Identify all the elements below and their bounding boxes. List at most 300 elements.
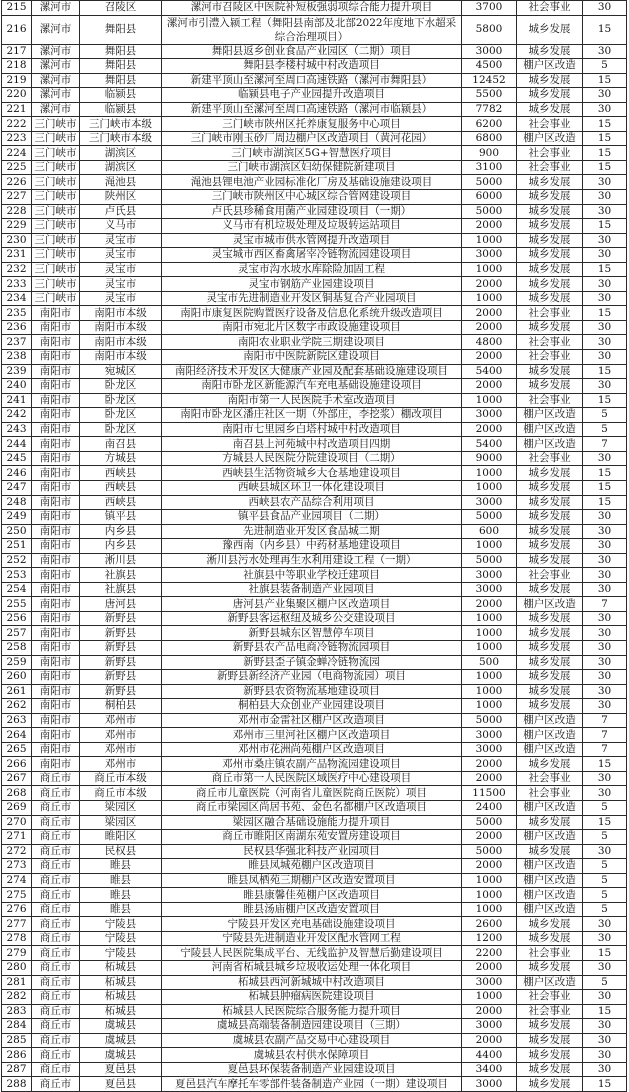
county-cell: 卧龙区 — [80, 393, 162, 408]
city-cell: 南阳市 — [32, 524, 80, 539]
years-cell: 30 — [583, 611, 627, 626]
city-cell: 南阳市 — [32, 480, 80, 495]
city-cell: 商丘市 — [32, 1077, 80, 1092]
category-cell: 城乡发展 — [517, 917, 583, 932]
county-cell: 柘城县 — [80, 1004, 162, 1019]
row-number: 236 — [2, 320, 32, 335]
table-row — [2, 160, 627, 175]
table-row — [2, 233, 627, 248]
project-name-cell: 渑池县锂电池产业园标准化厂房及基础设施建设项目 — [162, 175, 462, 190]
row-number: 246 — [2, 466, 32, 481]
county-cell: 柘城县 — [80, 975, 162, 990]
row-number: 251 — [2, 539, 32, 554]
category-cell: 城乡发展 — [517, 277, 583, 292]
table-row — [2, 480, 627, 495]
table-row — [2, 364, 627, 379]
row-number: 278 — [2, 931, 32, 946]
amount-cell: 1200 — [462, 931, 517, 946]
row-number: 220 — [2, 88, 32, 103]
row-number: 260 — [2, 670, 32, 685]
row-number: 282 — [2, 990, 32, 1005]
category-cell: 城乡发展 — [517, 1033, 583, 1048]
years-cell: 30 — [583, 539, 627, 554]
table-row — [2, 742, 627, 757]
county-cell: 临颍县 — [80, 88, 162, 103]
city-cell: 南阳市 — [32, 335, 80, 350]
table-row — [2, 800, 627, 815]
years-cell: 30 — [583, 771, 627, 786]
years-cell: 15 — [583, 946, 627, 961]
row-number: 287 — [2, 1062, 32, 1077]
years-cell: 5 — [583, 408, 627, 423]
table-row — [2, 1048, 627, 1063]
category-cell: 城乡发展 — [517, 204, 583, 219]
amount-cell: 1000 — [462, 902, 517, 917]
row-number: 223 — [2, 131, 32, 146]
amount-cell: 600 — [462, 524, 517, 539]
city-cell: 三门峡市 — [32, 131, 80, 146]
category-cell: 社会事业 — [517, 306, 583, 321]
category-cell: 城乡发展 — [517, 88, 583, 103]
years-cell: 30 — [583, 510, 627, 525]
years-cell: 30 — [583, 844, 627, 859]
project-name-cell: 宁陵县人民医院集成平台、无线监护及智慧后勤建设项目 — [162, 946, 462, 961]
table-row — [2, 1, 627, 16]
amount-cell: 3000 — [462, 975, 517, 990]
amount-cell: 5000 — [462, 844, 517, 859]
amount-cell: 5000 — [462, 815, 517, 830]
amount-cell: 3100 — [462, 160, 517, 175]
amount-cell: 2000 — [462, 961, 517, 976]
table-row — [2, 553, 627, 568]
table-row — [2, 931, 627, 946]
county-cell: 湖滨区 — [80, 146, 162, 161]
county-cell: 舞阳县 — [80, 73, 162, 88]
years-cell: 30 — [583, 655, 627, 670]
table-row — [2, 524, 627, 539]
years-cell: 30 — [583, 277, 627, 292]
project-name-cell: 漯河市引澧入颍工程（舞阳县南部及北部2022年度地下水超采综合治理项目） — [162, 15, 462, 44]
table-row — [2, 815, 627, 830]
category-cell: 城乡发展 — [517, 73, 583, 88]
project-name-cell: 西峡县农产品综合利用项目 — [162, 495, 462, 510]
row-number: 262 — [2, 699, 32, 714]
city-cell: 商丘市 — [32, 786, 80, 801]
city-cell: 南阳市 — [32, 320, 80, 335]
project-name-cell: 虞城县农副产品交易中心建设项目 — [162, 1033, 462, 1048]
city-cell: 商丘市 — [32, 975, 80, 990]
category-cell: 城乡发展 — [517, 699, 583, 714]
city-cell: 商丘市 — [32, 917, 80, 932]
category-cell: 棚户区改造 — [517, 859, 583, 874]
row-number: 250 — [2, 524, 32, 539]
table-row — [2, 1019, 627, 1034]
county-cell: 睢县 — [80, 888, 162, 903]
category-cell: 社会事业 — [517, 393, 583, 408]
project-name-cell: 灵宝市钢筋产业园建设项目 — [162, 277, 462, 292]
table-row — [2, 611, 627, 626]
project-name-cell: 新野县客运枢纽及城乡公交建设项目 — [162, 611, 462, 626]
category-cell: 社会事业 — [517, 335, 583, 350]
row-number: 247 — [2, 480, 32, 495]
amount-cell: 1000 — [462, 480, 517, 495]
project-name-cell: 柘城县西河新城城中村改造项目 — [162, 975, 462, 990]
project-name-cell: 商丘市睢阳区南湖东苑安置房建设项目 — [162, 830, 462, 845]
category-cell: 棚户区改造 — [517, 59, 583, 74]
category-cell: 棚户区改造 — [517, 888, 583, 903]
category-cell: 城乡发展 — [517, 815, 583, 830]
city-cell: 南阳市 — [32, 510, 80, 525]
county-cell: 社旗县 — [80, 568, 162, 583]
amount-cell: 1000 — [462, 539, 517, 554]
years-cell: 30 — [583, 1033, 627, 1048]
amount-cell: 1000 — [462, 291, 517, 306]
county-cell: 商丘市本级 — [80, 786, 162, 801]
county-cell: 舞阳县 — [80, 59, 162, 74]
county-cell: 三门峡市本级 — [80, 131, 162, 146]
county-cell: 邓州市 — [80, 728, 162, 743]
project-name-cell: 新建平顶山至漯河至周口高速铁路（漯河市临颍县） — [162, 102, 462, 117]
county-cell: 渑池县 — [80, 175, 162, 190]
county-cell: 唐河县 — [80, 597, 162, 612]
years-cell: 5 — [583, 888, 627, 903]
amount-cell: 12452 — [462, 73, 517, 88]
category-cell: 城乡发展 — [517, 379, 583, 394]
county-cell: 西峡县 — [80, 480, 162, 495]
county-cell: 灵宝市 — [80, 233, 162, 248]
table-row — [2, 640, 627, 655]
city-cell: 商丘市 — [32, 1048, 80, 1063]
category-cell: 城乡发展 — [517, 102, 583, 117]
county-cell: 卢氏县 — [80, 204, 162, 219]
row-number: 241 — [2, 393, 32, 408]
amount-cell: 1000 — [462, 670, 517, 685]
years-cell: 7 — [583, 597, 627, 612]
table-row — [2, 204, 627, 219]
category-cell: 城乡发展 — [517, 44, 583, 59]
category-cell: 社会事业 — [517, 771, 583, 786]
project-name-cell: 民权县华强北科技产业园项目 — [162, 844, 462, 859]
years-cell: 15 — [583, 1077, 627, 1092]
category-cell: 城乡发展 — [517, 1062, 583, 1077]
table-row — [2, 44, 627, 59]
category-cell: 社会事业 — [517, 1004, 583, 1019]
table-row — [2, 597, 627, 612]
years-cell: 7 — [583, 713, 627, 728]
amount-cell: 4500 — [462, 59, 517, 74]
category-cell: 社会事业 — [517, 160, 583, 175]
county-cell: 夏邑县 — [80, 1062, 162, 1077]
years-cell: 30 — [583, 990, 627, 1005]
county-cell: 内乡县 — [80, 539, 162, 554]
county-cell: 灵宝市 — [80, 248, 162, 263]
project-name-cell: 临颍县电子产业园提升改造项目 — [162, 88, 462, 103]
table-row — [2, 291, 627, 306]
county-cell: 虞城县 — [80, 1033, 162, 1048]
row-number: 232 — [2, 262, 32, 277]
table-row — [2, 437, 627, 452]
amount-cell: 2000 — [462, 306, 517, 321]
table-row — [2, 888, 627, 903]
category-cell: 城乡发展 — [517, 466, 583, 481]
table-row — [2, 1004, 627, 1019]
table-row — [2, 59, 627, 74]
city-cell: 商丘市 — [32, 830, 80, 845]
years-cell: 5 — [583, 830, 627, 845]
years-cell: 30 — [583, 1019, 627, 1034]
row-number: 244 — [2, 437, 32, 452]
city-cell: 三门峡市 — [32, 146, 80, 161]
city-cell: 商丘市 — [32, 990, 80, 1005]
county-cell: 社旗县 — [80, 582, 162, 597]
city-cell: 商丘市 — [32, 1033, 80, 1048]
county-cell: 睢县 — [80, 859, 162, 874]
category-cell: 社会事业 — [517, 568, 583, 583]
county-cell: 灵宝市 — [80, 277, 162, 292]
county-cell: 临颍县 — [80, 102, 162, 117]
amount-cell: 2000 — [462, 757, 517, 772]
years-cell: 30 — [583, 640, 627, 655]
table-row — [2, 320, 627, 335]
category-cell: 城乡发展 — [517, 510, 583, 525]
table-row — [2, 568, 627, 583]
city-cell: 南阳市 — [32, 728, 80, 743]
county-cell: 虞城县 — [80, 1019, 162, 1034]
years-cell: 15 — [583, 757, 627, 772]
category-cell: 城乡发展 — [517, 1019, 583, 1034]
years-cell: 15 — [583, 146, 627, 161]
years-cell: 30 — [583, 204, 627, 219]
table-row — [2, 190, 627, 205]
row-number: 270 — [2, 815, 32, 830]
county-cell: 宁陵县 — [80, 931, 162, 946]
amount-cell: 3000 — [462, 568, 517, 583]
city-cell: 南阳市 — [32, 626, 80, 641]
years-cell: 15 — [583, 160, 627, 175]
amount-cell: 5500 — [462, 88, 517, 103]
city-cell: 南阳市 — [32, 582, 80, 597]
row-number: 254 — [2, 582, 32, 597]
amount-cell: 1000 — [462, 466, 517, 481]
project-name-cell: 三门峡市湖滨区妇幼保健院新建项目 — [162, 160, 462, 175]
row-number: 238 — [2, 350, 32, 365]
category-cell: 城乡发展 — [517, 655, 583, 670]
years-cell: 30 — [583, 1062, 627, 1077]
amount-cell: 900 — [462, 146, 517, 161]
table-row — [2, 466, 627, 481]
years-cell: 30 — [583, 335, 627, 350]
city-cell: 漯河市 — [32, 102, 80, 117]
county-cell: 新野县 — [80, 684, 162, 699]
category-cell: 城乡发展 — [517, 15, 583, 44]
amount-cell: 5000 — [462, 510, 517, 525]
amount-cell: 1000 — [462, 990, 517, 1005]
category-cell: 棚户区改造 — [517, 873, 583, 888]
amount-cell: 2000 — [462, 379, 517, 394]
years-cell: 30 — [583, 961, 627, 976]
amount-cell: 1000 — [462, 684, 517, 699]
table-row — [2, 277, 627, 292]
amount-cell: 1000 — [462, 611, 517, 626]
amount-cell: 1000 — [462, 699, 517, 714]
years-cell: 30 — [583, 582, 627, 597]
category-cell: 城乡发展 — [517, 480, 583, 495]
category-cell: 城乡发展 — [517, 495, 583, 510]
table-row — [2, 655, 627, 670]
table-row — [2, 699, 627, 714]
category-cell: 社会事业 — [517, 946, 583, 961]
table-row — [2, 961, 627, 976]
table-row — [2, 902, 627, 917]
row-number: 229 — [2, 219, 32, 234]
row-number: 281 — [2, 975, 32, 990]
project-name-cell: 南阳市康复医院购置医疗设备及信息化系统升级改造项目 — [162, 306, 462, 321]
row-number: 239 — [2, 364, 32, 379]
years-cell: 7 — [583, 437, 627, 452]
project-name-cell: 南阳市卧龙区潘庄社区一期（外部庄，李挖浆）棚改项目 — [162, 408, 462, 423]
city-cell: 南阳市 — [32, 757, 80, 772]
county-cell: 西峡县 — [80, 466, 162, 481]
table-row — [2, 248, 627, 263]
category-cell: 棚户区改造 — [517, 800, 583, 815]
county-cell: 三门峡市本级 — [80, 117, 162, 132]
amount-cell: 3000 — [462, 1077, 517, 1092]
city-cell: 南阳市 — [32, 699, 80, 714]
row-number: 261 — [2, 684, 32, 699]
years-cell: 5 — [583, 59, 627, 74]
category-cell: 棚户区改造 — [517, 902, 583, 917]
table-row — [2, 262, 627, 277]
project-name-cell: 新建平顶山至漯河至周口高速铁路（漯河市舞阳县） — [162, 73, 462, 88]
city-cell: 南阳市 — [32, 713, 80, 728]
years-cell: 15 — [583, 117, 627, 132]
table-row — [2, 422, 627, 437]
project-name-cell: 新野县农资物流基地建设项目 — [162, 684, 462, 699]
county-cell: 邓州市 — [80, 713, 162, 728]
city-cell: 三门峡市 — [32, 117, 80, 132]
county-cell: 邓州市 — [80, 742, 162, 757]
category-cell: 城乡发展 — [517, 320, 583, 335]
county-cell: 梁园区 — [80, 800, 162, 815]
years-cell: 5 — [583, 975, 627, 990]
row-number: 224 — [2, 146, 32, 161]
row-number: 237 — [2, 335, 32, 350]
category-cell: 城乡发展 — [517, 262, 583, 277]
city-cell: 南阳市 — [32, 466, 80, 481]
row-number: 228 — [2, 204, 32, 219]
amount-cell: 2400 — [462, 800, 517, 815]
table-row — [2, 728, 627, 743]
amount-cell: 1000 — [462, 873, 517, 888]
years-cell: 15 — [583, 393, 627, 408]
years-cell: 30 — [583, 44, 627, 59]
project-name-cell: 邓州市三里河社区棚户区改造项目 — [162, 728, 462, 743]
county-cell: 卧龙区 — [80, 422, 162, 437]
row-number: 286 — [2, 1048, 32, 1063]
city-cell: 商丘市 — [32, 800, 80, 815]
row-number: 277 — [2, 917, 32, 932]
project-name-cell: 舞阳县返乡创业食品产业园区（二期）项目 — [162, 44, 462, 59]
amount-cell: 9000 — [462, 451, 517, 466]
row-number: 265 — [2, 742, 32, 757]
city-cell: 商丘市 — [32, 1004, 80, 1019]
city-cell: 三门峡市 — [32, 204, 80, 219]
project-name-cell: 西峡县生活物资城乡大仓基地建设项目 — [162, 466, 462, 481]
table-row — [2, 15, 627, 44]
amount-cell: 1000 — [462, 233, 517, 248]
years-cell: 30 — [583, 931, 627, 946]
project-name-cell: 灵宝市城市供水管网提升改造项目 — [162, 233, 462, 248]
amount-cell: 5000 — [462, 204, 517, 219]
row-number: 285 — [2, 1033, 32, 1048]
amount-cell: 5000 — [462, 713, 517, 728]
project-name-cell: 灵宝城市西区畜禽屠宰冷链物流园建设项目 — [162, 248, 462, 263]
row-number: 226 — [2, 175, 32, 190]
project-name-cell: 新野县新经济产业园（电商物流园）项目 — [162, 670, 462, 685]
city-cell: 三门峡市 — [32, 233, 80, 248]
category-cell: 社会事业 — [517, 146, 583, 161]
project-name-cell: 商丘市儿童医院（河南省儿童医院商丘医院）项目 — [162, 786, 462, 801]
years-cell: 30 — [583, 190, 627, 205]
amount-cell: 500 — [462, 655, 517, 670]
project-name-cell: 夏邑县汽车摩托车零部件装备制造产业园（一期）建设项目 — [162, 1077, 462, 1092]
city-cell: 商丘市 — [32, 815, 80, 830]
project-name-cell: 三门峡市湖滨区5G+智慧医疗项目 — [162, 146, 462, 161]
city-cell: 商丘市 — [32, 902, 80, 917]
city-cell: 商丘市 — [32, 961, 80, 976]
project-name-cell: 邓州市花洲尚苑棚户区改造项目 — [162, 742, 462, 757]
table-row — [2, 102, 627, 117]
row-number: 218 — [2, 59, 32, 74]
project-name-cell: 商丘市梁园区尚居书苑、金色名都棚户区改造项目 — [162, 800, 462, 815]
county-cell: 宁陵县 — [80, 917, 162, 932]
project-name-cell: 南阳市卧龙区新能源汽车充电基础设施建设项目 — [162, 379, 462, 394]
city-cell: 三门峡市 — [32, 248, 80, 263]
county-cell: 邓州市 — [80, 757, 162, 772]
county-cell: 南阳市本级 — [80, 335, 162, 350]
project-name-cell: 新野县农产品电商冷链物流园项目 — [162, 640, 462, 655]
amount-cell: 3000 — [462, 742, 517, 757]
category-cell: 棚户区改造 — [517, 742, 583, 757]
project-name-cell: 唐河县产业集聚区棚户区改造项目 — [162, 597, 462, 612]
row-number: 231 — [2, 248, 32, 263]
project-name-cell: 方城县人民医院分院建设项目（二期） — [162, 451, 462, 466]
table-row — [2, 495, 627, 510]
county-cell: 睢县 — [80, 873, 162, 888]
table-row — [2, 379, 627, 394]
city-cell: 商丘市 — [32, 844, 80, 859]
amount-cell: 1000 — [462, 640, 517, 655]
table-row — [2, 844, 627, 859]
years-cell: 30 — [583, 1, 627, 16]
table-row — [2, 757, 627, 772]
county-cell: 内乡县 — [80, 524, 162, 539]
city-cell: 南阳市 — [32, 364, 80, 379]
county-cell: 柘城县 — [80, 990, 162, 1005]
city-cell: 商丘市 — [32, 771, 80, 786]
category-cell: 城乡发展 — [517, 233, 583, 248]
row-number: 248 — [2, 495, 32, 510]
amount-cell: 5800 — [462, 15, 517, 44]
amount-cell: 5000 — [462, 553, 517, 568]
years-cell: 15 — [583, 495, 627, 510]
county-cell: 南阳市本级 — [80, 306, 162, 321]
table-row — [2, 175, 627, 190]
row-number: 240 — [2, 379, 32, 394]
row-number: 243 — [2, 422, 32, 437]
county-cell: 新野县 — [80, 670, 162, 685]
project-name-cell: 社旗县装备制造产业园项目 — [162, 582, 462, 597]
